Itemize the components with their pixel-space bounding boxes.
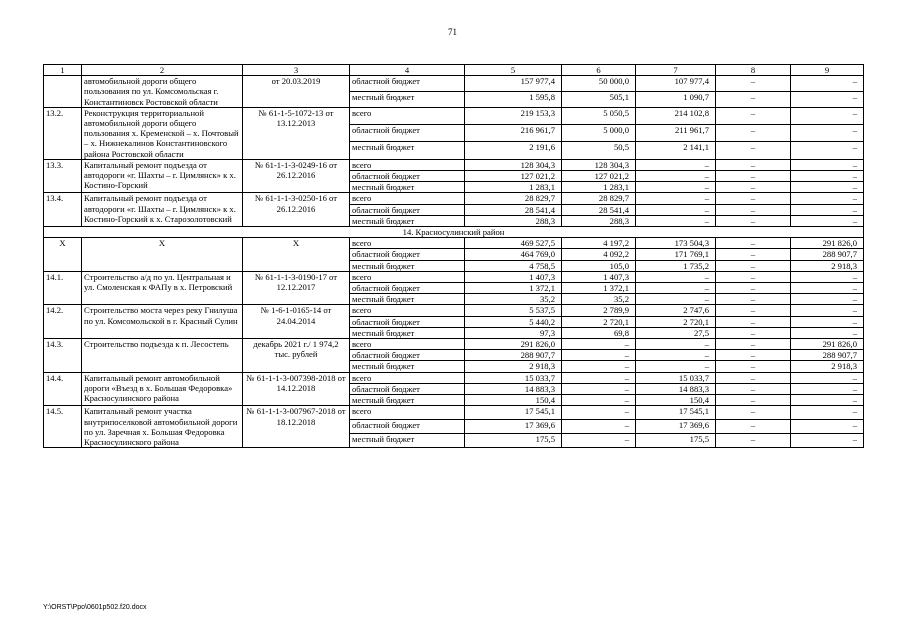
value-col8: – [716, 249, 791, 260]
value-col5: 28 829,7 [465, 193, 562, 204]
value-col8: – [716, 350, 791, 361]
value-col5: 17 369,6 [465, 420, 562, 434]
funding-source: местный бюджет [350, 182, 465, 193]
table-row [44, 406, 864, 420]
header-cell: 4 [350, 65, 465, 76]
value-col8: – [716, 125, 791, 142]
item-document: от 20.03.2019 [243, 76, 350, 108]
value-col9: – [791, 271, 864, 282]
value-col9: – [791, 283, 864, 294]
section-row [44, 227, 864, 238]
value-col7: 17 545,1 [636, 406, 716, 420]
value-col9: 288 907,7 [791, 249, 864, 260]
value-col9: 288 907,7 [791, 350, 864, 361]
value-col7: 173 504,3 [636, 238, 716, 249]
item-number: 14.1. [44, 271, 82, 305]
value-col9: – [791, 92, 864, 108]
value-col5: 2 918,3 [465, 361, 562, 372]
funding-source: местный бюджет [350, 260, 465, 271]
value-col5: 288,3 [465, 215, 562, 226]
value-col9: 291 826,0 [791, 339, 864, 350]
value-col6: 128 304,3 [562, 159, 636, 170]
item-document: № 61-1-1-3-0250-16 от 26.12.2016 [243, 193, 350, 227]
value-col6: 5 050,5 [562, 107, 636, 124]
value-col5: 216 961,7 [465, 125, 562, 142]
value-col6: – [562, 361, 636, 372]
value-col5: 15 033,7 [465, 372, 562, 383]
funding-source: всего [350, 107, 465, 124]
item-name: Капитальный ремонт подъезда от автодороги «г. Шахты – г. Цимлянск» к х. Костино-Горский к х. Старозолотовский [82, 193, 243, 227]
header-cell: 1 [44, 65, 82, 76]
funding-source: местный бюджет [350, 395, 465, 406]
value-col6: 28 829,7 [562, 193, 636, 204]
value-col9: – [791, 159, 864, 170]
funding-source: всего [350, 339, 465, 350]
value-col7: 175,5 [636, 434, 716, 448]
value-col7: 2 720,1 [636, 316, 716, 327]
item-number: Х [44, 238, 82, 272]
value-col7: – [636, 294, 716, 305]
value-col6: 1 372,1 [562, 283, 636, 294]
value-col9: – [791, 204, 864, 215]
funding-source: всего [350, 238, 465, 249]
funding-source: областной бюджет [350, 204, 465, 215]
item-number [44, 76, 82, 108]
value-col8: – [716, 215, 791, 226]
funding-source: всего [350, 193, 465, 204]
value-col5: 219 153,3 [465, 107, 562, 124]
value-col6: 50,5 [562, 142, 636, 159]
value-col7: – [636, 215, 716, 226]
value-col7: – [636, 350, 716, 361]
value-col6: – [562, 339, 636, 350]
value-col9: – [791, 193, 864, 204]
item-document: декабрь 2021 г./ 1 974,2 тыс. рублей [243, 339, 350, 373]
value-col5: 291 826,0 [465, 339, 562, 350]
item-number: 13.2. [44, 107, 82, 159]
value-col5: 5 440,2 [465, 316, 562, 327]
funding-source: всего [350, 305, 465, 316]
value-col8: – [716, 361, 791, 372]
value-col8: – [716, 271, 791, 282]
value-col5: 1 595,8 [465, 92, 562, 108]
value-col7: 214 102,8 [636, 107, 716, 124]
item-name: автомобильной дороги общего пользования по ул. Комсомольская г. Константиновск Ростовской области [82, 76, 243, 108]
value-col8: – [716, 283, 791, 294]
value-col6: – [562, 406, 636, 420]
funding-source: местный бюджет [350, 142, 465, 159]
value-col9: – [791, 383, 864, 394]
funding-source: областной бюджет [350, 125, 465, 142]
value-col5: 35,2 [465, 294, 562, 305]
table-row [44, 107, 864, 124]
value-col5: 175,5 [465, 434, 562, 448]
item-number: 13.3. [44, 159, 82, 193]
header-cell: 2 [82, 65, 243, 76]
value-col9: – [791, 76, 864, 92]
value-col5: 464 769,0 [465, 249, 562, 260]
page-number: 71 [448, 27, 457, 37]
table-row [44, 305, 864, 316]
value-col5: 1 407,3 [465, 271, 562, 282]
value-col8: – [716, 238, 791, 249]
value-col5: 128 304,3 [465, 159, 562, 170]
funding-source: местный бюджет [350, 92, 465, 108]
value-col9: 2 918,3 [791, 260, 864, 271]
header-cell: 3 [243, 65, 350, 76]
value-col6: 127 021,2 [562, 171, 636, 182]
header-cell: 6 [562, 65, 636, 76]
value-col6: 2 789,9 [562, 305, 636, 316]
value-col7: – [636, 182, 716, 193]
value-col7: – [636, 193, 716, 204]
value-col7: 1 735,2 [636, 260, 716, 271]
header-cell: 7 [636, 65, 716, 76]
value-col5: 17 545,1 [465, 406, 562, 420]
value-col8: – [716, 171, 791, 182]
item-document: № 61-1-5-1072-13 от 13.12.2013 [243, 107, 350, 159]
value-col6: 1 283,1 [562, 182, 636, 193]
value-col6: 1 407,3 [562, 271, 636, 282]
header-cell: 9 [791, 65, 864, 76]
value-col8: – [716, 204, 791, 215]
value-col7: – [636, 159, 716, 170]
value-col6: 288,3 [562, 215, 636, 226]
funding-source: местный бюджет [350, 327, 465, 338]
value-col7: – [636, 271, 716, 282]
item-name: Х [82, 238, 243, 272]
funding-source: всего [350, 159, 465, 170]
value-col8: – [716, 182, 791, 193]
value-col8: – [716, 260, 791, 271]
value-col8: – [716, 294, 791, 305]
funding-source: областной бюджет [350, 283, 465, 294]
value-col6: 2 720,1 [562, 316, 636, 327]
section-title: 14. Красносулинский район [44, 227, 864, 238]
value-col7: 211 961,7 [636, 125, 716, 142]
value-col7: 2 747,6 [636, 305, 716, 316]
item-name: Реконструкция территориальной автомобильной дороги общего пользования х. Кременской – х. Почтовый – х. Нижнекалинов Константиновского района Ростовской области [82, 107, 243, 159]
value-col9: – [791, 420, 864, 434]
value-col8: – [716, 372, 791, 383]
funding-source: областной бюджет [350, 420, 465, 434]
header-cell: 8 [716, 65, 791, 76]
value-col6: 28 541,4 [562, 204, 636, 215]
value-col6: 4 092,2 [562, 249, 636, 260]
funding-source: всего [350, 372, 465, 383]
value-col8: – [716, 316, 791, 327]
header-row [44, 65, 864, 76]
value-col8: – [716, 142, 791, 159]
value-col5: 4 758,5 [465, 260, 562, 271]
value-col6: – [562, 395, 636, 406]
table-row [44, 339, 864, 350]
item-name: Капитальный ремонт участка внутрипоселковой автомобильной дороги по ул. Заречная х. Большая Федоровка Красносулинского района [82, 406, 243, 448]
value-col8: – [716, 406, 791, 420]
value-col9: – [791, 372, 864, 383]
value-col7: 171 769,1 [636, 249, 716, 260]
value-col5: 1 372,1 [465, 283, 562, 294]
value-col7: – [636, 283, 716, 294]
value-col6: 50 000,0 [562, 76, 636, 92]
value-col9: 2 918,3 [791, 361, 864, 372]
value-col9: 291 826,0 [791, 238, 864, 249]
table-row [44, 76, 864, 92]
value-col5: 1 283,1 [465, 182, 562, 193]
item-document: № 61-1-1-3-007398-2018 от 14.12.2018 [243, 372, 350, 406]
funding-source: местный бюджет [350, 215, 465, 226]
value-col5: 28 541,4 [465, 204, 562, 215]
value-col9: – [791, 142, 864, 159]
value-col8: – [716, 420, 791, 434]
value-col7: 150,4 [636, 395, 716, 406]
funding-table [43, 64, 864, 448]
value-col8: – [716, 305, 791, 316]
value-col5: 14 883,3 [465, 383, 562, 394]
value-col7: 27,5 [636, 327, 716, 338]
value-col9: – [791, 406, 864, 420]
item-document: № 61-1-1-3-007967-2018 от 18.12.2018 [243, 406, 350, 448]
item-number: 14.5. [44, 406, 82, 448]
item-document: № 1-6-1-0165-14 от 24.04.2014 [243, 305, 350, 339]
value-col9: – [791, 316, 864, 327]
footer-file-path: Y:\ORST\Ppo\0601p502.f20.docx [43, 604, 147, 611]
value-col9: – [791, 182, 864, 193]
value-col9: – [791, 107, 864, 124]
item-name: Строительство а/д по ул. Центральная и ул. Смоленская к ФАПу в х. Петровский [82, 271, 243, 305]
value-col6: 4 197,2 [562, 238, 636, 249]
funding-source: областной бюджет [350, 76, 465, 92]
funding-source: местный бюджет [350, 434, 465, 448]
item-name: Строительство подъезда к п. Лесостепь [82, 339, 243, 373]
value-col8: – [716, 339, 791, 350]
value-col6: 35,2 [562, 294, 636, 305]
value-col9: – [791, 125, 864, 142]
value-col7: – [636, 361, 716, 372]
item-document: № 61-1-1-3-0190-17 от 12.12.2017 [243, 271, 350, 305]
value-col5: 469 527,5 [465, 238, 562, 249]
value-col9: – [791, 327, 864, 338]
item-name: Капитальный ремонт автомобильной дороги «Въезд в х. Большая Федоровка» Красносулинского района [82, 372, 243, 406]
value-col9: – [791, 171, 864, 182]
funding-source: областной бюджет [350, 383, 465, 394]
value-col6: – [562, 434, 636, 448]
value-col6: 5 000,0 [562, 125, 636, 142]
funding-source: всего [350, 271, 465, 282]
header-cell: 5 [465, 65, 562, 76]
funding-source: местный бюджет [350, 361, 465, 372]
value-col9: – [791, 215, 864, 226]
value-col9: – [791, 434, 864, 448]
value-col5: 97,3 [465, 327, 562, 338]
item-document: № 61-1-1-3-0249-16 от 26.12.2016 [243, 159, 350, 193]
value-col6: – [562, 350, 636, 361]
item-name: Капитальный ремонт подъезда от автодороги «г. Шахты – г. Цимлянск» к х. Костино-Горский [82, 159, 243, 193]
value-col7: – [636, 204, 716, 215]
value-col9: – [791, 294, 864, 305]
item-name: Строительство моста через реку Гнилуша по ул. Комсомольской в г. Красный Сулин [82, 305, 243, 339]
value-col7: 17 369,6 [636, 420, 716, 434]
table-row [44, 271, 864, 282]
value-col5: 288 907,7 [465, 350, 562, 361]
value-col8: – [716, 76, 791, 92]
funding-source: областной бюджет [350, 171, 465, 182]
value-col6: 505,1 [562, 92, 636, 108]
value-col9: – [791, 395, 864, 406]
value-col8: – [716, 383, 791, 394]
value-col6: – [562, 420, 636, 434]
value-col8: – [716, 327, 791, 338]
value-col8: – [716, 107, 791, 124]
item-number: 13.4. [44, 193, 82, 227]
value-col7: 107 977,4 [636, 76, 716, 92]
value-col6: 69,8 [562, 327, 636, 338]
item-document: Х [243, 238, 350, 272]
value-col8: – [716, 159, 791, 170]
value-col6: – [562, 383, 636, 394]
table-row [44, 193, 864, 204]
value-col5: 127 021,2 [465, 171, 562, 182]
table-row [44, 238, 864, 249]
funding-source: областной бюджет [350, 316, 465, 327]
value-col5: 5 537,5 [465, 305, 562, 316]
value-col5: 157 977,4 [465, 76, 562, 92]
item-number: 14.3. [44, 339, 82, 373]
value-col8: – [716, 434, 791, 448]
value-col6: 105,0 [562, 260, 636, 271]
funding-source: областной бюджет [350, 350, 465, 361]
table-row [44, 159, 864, 170]
value-col8: – [716, 395, 791, 406]
value-col7: – [636, 339, 716, 350]
table-row [44, 372, 864, 383]
funding-source: областной бюджет [350, 249, 465, 260]
funding-source: всего [350, 406, 465, 420]
value-col7: 14 883,3 [636, 383, 716, 394]
item-number: 14.4. [44, 372, 82, 406]
funding-source: местный бюджет [350, 294, 465, 305]
value-col6: – [562, 372, 636, 383]
item-number: 14.2. [44, 305, 82, 339]
value-col8: – [716, 92, 791, 108]
value-col5: 150,4 [465, 395, 562, 406]
value-col9: – [791, 305, 864, 316]
value-col7: 2 141,1 [636, 142, 716, 159]
value-col7: 15 033,7 [636, 372, 716, 383]
value-col5: 2 191,6 [465, 142, 562, 159]
value-col8: – [716, 193, 791, 204]
value-col7: 1 090,7 [636, 92, 716, 108]
value-col7: – [636, 171, 716, 182]
